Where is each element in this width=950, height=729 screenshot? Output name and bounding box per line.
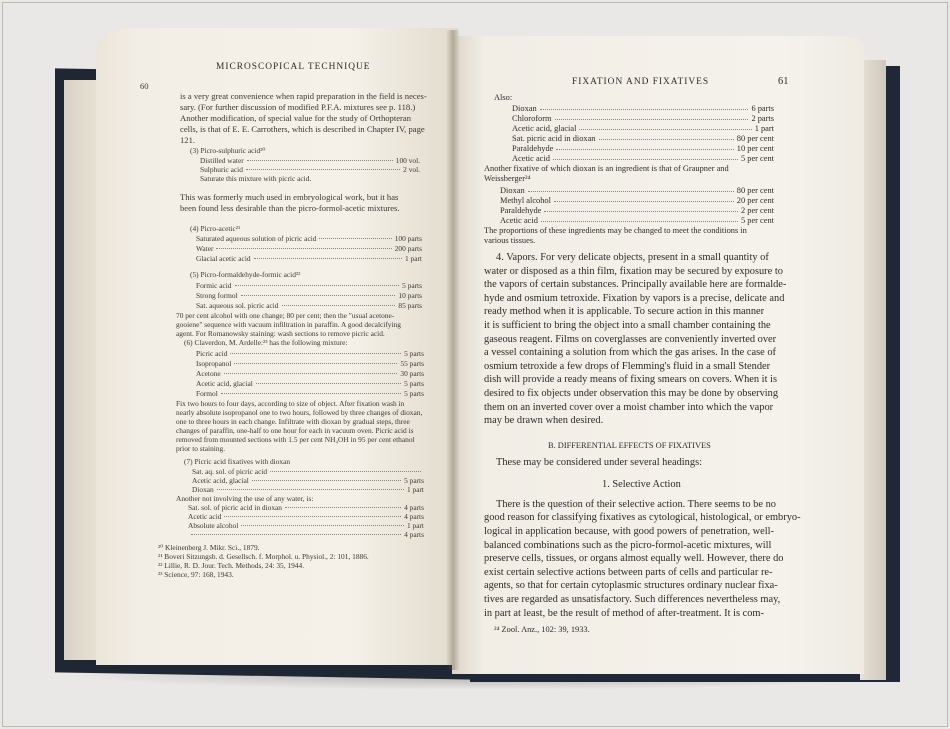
formula-row: [188, 504, 424, 511]
ingredient-amount: 100 parts: [394, 234, 422, 243]
body-line: gaseous reagent. Films on coverglasses are conveniently inverted over: [484, 333, 777, 345]
dot-leader: [528, 191, 734, 192]
ingredient-amount: 2 parts: [751, 114, 774, 123]
dot-leader: [556, 149, 733, 150]
footnote: ²⁰ Kleinenberg J. Mikr. Sci., 1879.: [158, 543, 260, 552]
dot-leader: [221, 393, 401, 394]
dot-leader: [235, 285, 400, 286]
ingredient-amount: 80 per cent: [736, 186, 774, 195]
dot-leader: [230, 353, 401, 354]
ingredient-amount: 200 parts: [394, 244, 422, 253]
body-line: it is sufficient to bring the object into a small chamber containing the: [484, 320, 771, 331]
body-line: 4. Vapors. For very delicate objects, present in a small quantity of: [496, 252, 769, 263]
dot-leader: [216, 248, 391, 249]
dot-leader: [241, 295, 396, 296]
section-heading: (6) Claverdon, M. Ardelle:²³ has the following mixture:: [184, 338, 348, 347]
formula-row: [188, 531, 424, 538]
formula-row: [188, 522, 424, 529]
body-line: in part at least, be the result of method of after-treatment. It is com-: [484, 607, 764, 619]
body-line: the vapors of certain substances. Principally available here are formalde-: [484, 279, 787, 291]
dot-leader: [234, 363, 397, 364]
ingredient-label: Acetic acid, glacial: [196, 379, 253, 388]
ingredient-amount: 2 vol.: [403, 165, 420, 174]
dot-leader: [246, 169, 400, 170]
formula-row: [196, 390, 424, 397]
formula-row: [500, 187, 774, 195]
footnote: ²³ Science, 97: 168, 1943.: [158, 570, 234, 579]
ingredient-label: Water: [196, 244, 214, 253]
dot-leader: [579, 129, 751, 130]
body-line: various tissues.: [484, 236, 536, 245]
ingredient-label: Acetic acid: [512, 154, 550, 163]
ingredient-amount: 5 parts: [404, 476, 424, 485]
ingredient-amount: 4 parts: [404, 512, 424, 521]
body-line: hyde and osmium tetroxide. Fixation by vapors is a precise, delicate and: [484, 292, 785, 304]
dot-leader: [599, 139, 734, 140]
ingredient-amount: 4 parts: [404, 530, 424, 539]
ingredient-label: Sat. aq. sol. of picric acid: [192, 467, 268, 476]
footnote: ²¹ Boveri Sitzungsb. d. Gesellsch. f. Morphol. u. Physiol., 2: 101, 1886.: [158, 552, 369, 561]
body-line: them on an inverted cover over a moist chamber into which the vapor: [484, 401, 774, 413]
ingredient-label: Paraldehyde: [500, 206, 542, 215]
section-heading: 1. Selective Action: [602, 478, 681, 490]
body-line: These may be considered under several headings:: [496, 456, 703, 468]
body-line: Another modification, of special value for the study of Orthopteran: [180, 113, 412, 123]
ingredient-amount: 20 per cent: [736, 196, 774, 205]
ingredient-amount: 6 parts: [751, 104, 774, 113]
body-line: a vessel containing a solution from which the gas arises. In the case of: [484, 347, 777, 359]
dot-leader: [270, 471, 421, 472]
ingredient-label: Chloroform: [512, 114, 552, 123]
body-line: Weissberger²⁴: [484, 174, 531, 183]
ingredient-amount: 1 part: [754, 124, 774, 133]
body-line: removed from mounted sections with 1.5 per cent NH₄OH in 95 per cent ethanol: [176, 435, 415, 444]
body-line: gooiene" sequence with vacuum infiltration in paraffin. A good decalcifying: [176, 320, 401, 329]
ingredient-label: Formol: [196, 389, 218, 398]
page-number: 60: [140, 81, 149, 91]
ingredient-amount: 2 per cent: [740, 206, 774, 215]
left-page: [96, 28, 458, 665]
ingredient-amount: 1 part: [406, 521, 424, 530]
body-line: agent. For Romanowsky staining: wash sections to remove picric acid.: [176, 329, 385, 338]
ingredient-label: Picric acid: [196, 349, 228, 358]
formula-row: [196, 380, 424, 387]
ingredient-amount: 5 parts: [402, 281, 422, 290]
ingredient-amount: 1 part: [406, 485, 424, 494]
dot-leader: [191, 534, 401, 535]
formula-row: [512, 115, 774, 123]
section-heading: B. DIFFERENTIAL EFFECTS OF FIXATIVES: [548, 440, 711, 450]
dot-leader: [319, 238, 391, 239]
formula-row: [196, 360, 424, 367]
body-line: agents, so that for certain cytoplasmic structures ordinary nuclear fixa-: [484, 580, 778, 592]
body-line: is a very great convenience when rapid preparation in the field is neces-: [180, 91, 427, 101]
ingredient-label: Isopropanol: [196, 359, 232, 368]
formula-row: [196, 302, 422, 309]
formula-row: [196, 282, 422, 289]
dot-leader: [256, 383, 401, 384]
body-line: exist certain selective actions between parts of cells and particular re-: [484, 566, 773, 578]
body-line: good reason for classifying fixatives as cytological, histological, or embryo-: [484, 512, 801, 524]
body-line: desired to fix objects under observation this may be done by observing: [484, 388, 779, 399]
formula-row: [512, 145, 774, 153]
body-line: dish will provide a ready means of fixing smears on covers. When it is: [484, 374, 777, 386]
ingredient-label: Sulphuric acid: [200, 165, 243, 174]
formula-row: [512, 155, 774, 163]
book-gutter: [446, 30, 460, 670]
body-line: been found less desirable than the picro-formol-acetic mixtures.: [180, 203, 400, 213]
page-number: 61: [778, 76, 789, 87]
note-line: Another not involving the use of any water, is:: [176, 494, 314, 503]
formula-row: [196, 245, 422, 252]
formula-row: [192, 486, 424, 493]
ingredient-label: Methyl alcohol: [500, 196, 551, 205]
ingredient-label: Dioxan: [192, 485, 214, 494]
ingredient-amount: 10 per cent: [736, 144, 774, 153]
formula-row: [500, 217, 774, 225]
footnote: ²⁴ Zool. Anz., 102: 39, 1933.: [494, 625, 590, 635]
dot-leader: [541, 221, 738, 222]
dot-leader: [217, 489, 404, 490]
body-line: osmium tetroxide a few drops of Flemming's fluid in a small Stender: [484, 360, 771, 372]
formula-row: [196, 235, 422, 242]
ingredient-label: Paraldehyde: [512, 144, 554, 153]
ingredient-amount: 30 parts: [400, 369, 424, 378]
ingredient-amount: 5 per cent: [740, 154, 774, 163]
ingredient-label: Sat. aqueous sol. picric acid: [196, 301, 279, 310]
formula-row: [512, 125, 774, 133]
section-heading: (7) Picric acid fixatives with dioxan: [184, 457, 291, 466]
dot-leader: [285, 507, 401, 508]
dot-leader: [553, 159, 738, 160]
ingredient-label: Glacial acetic acid: [196, 254, 251, 263]
ingredient-amount: 4 parts: [404, 503, 424, 512]
ingredient-label: Dioxan: [512, 104, 537, 113]
ingredient-amount: 5 per cent: [740, 216, 774, 225]
dot-leader: [252, 480, 401, 481]
formula-row: [200, 166, 420, 173]
right-page: [452, 36, 864, 674]
ingredient-amount: 80 per cent: [736, 134, 774, 143]
formula-row: [188, 513, 424, 520]
dot-leader: [540, 109, 749, 110]
body-line: water or disposed as a thin film, fixation may be secured by exposure to: [484, 265, 783, 277]
ingredient-amount: 10 parts: [398, 291, 422, 300]
ingredient-label: Acetic acid: [188, 512, 222, 521]
ingredient-amount: 5 parts: [404, 389, 424, 398]
dot-leader: [254, 258, 402, 259]
formula-row: [512, 135, 774, 143]
body-line: tives are regarded as unsatisfactory. Such differences nevertheless may,: [484, 594, 781, 605]
formula-row: [196, 370, 424, 377]
running-head: MICROSCOPICAL TECHNIQUE: [216, 62, 371, 72]
body-line: There is the question of their selective action. There seems to be no: [496, 498, 776, 510]
formula-row: [196, 350, 424, 357]
section-heading: (5) Picro-formaldehyde-formic acid²²: [190, 270, 301, 279]
body-line: prior to staining.: [176, 444, 226, 453]
ingredient-amount: 85 parts: [398, 301, 422, 310]
ingredient-label: Sat. picric acid in dioxan: [512, 134, 596, 143]
body-line: The proportions of these ingredients may be changed to meet the conditions in: [484, 226, 747, 235]
dot-leader: [554, 201, 734, 202]
dot-leader: [224, 373, 398, 374]
also-label: Also:: [494, 93, 513, 102]
note-line: Saturate this mixture with picric acid.: [200, 174, 312, 183]
body-line: may be drawn when desired.: [484, 415, 604, 427]
ingredient-label: Strong formol: [196, 291, 238, 300]
ingredient-label: Absolute alcohol: [188, 521, 239, 530]
ingredient-label: Acetone: [196, 369, 221, 378]
body-line: Another fixative of which dioxan is an ingredient is that of Graupner and: [484, 164, 729, 173]
ingredient-label: Sat. sol. of picric acid in dioxan: [188, 503, 283, 512]
ingredient-label: Formic acid: [196, 281, 232, 290]
formula-row: [500, 207, 774, 215]
formula-row: [512, 105, 774, 113]
body-line: 121.: [180, 135, 196, 145]
body-line: cells, is that of E. E. Carrothers, which is described in Chapter IV, page: [180, 124, 425, 134]
ingredient-label: Dioxan: [500, 186, 525, 195]
formula-row: [200, 157, 420, 164]
ingredient-amount: 55 parts: [400, 359, 424, 368]
dot-leader: [247, 160, 393, 161]
body-line: balanced combinations such as the picro-formol-acetic mixtures, will: [484, 539, 772, 551]
body-line: 70 per cent alcohol with one change; 80 per cent; then the "usual acetone-: [176, 311, 395, 320]
ingredient-amount: 100 vol.: [395, 156, 420, 165]
ingredient-label: Acetic acid: [500, 216, 538, 225]
body-line: This was formerly much used in embryological work, but it has: [180, 192, 399, 202]
body-line: preserve cells, tissues, or organs almost equally well. However, there do: [484, 553, 784, 565]
body-line: ready method when it is applicable. To secure action in this manner: [484, 306, 765, 318]
ingredient-label: Acetic acid, glacial: [512, 124, 577, 133]
ingredient-amount: 5 parts: [404, 349, 424, 358]
ingredient-label: Acetic acid, glacial: [192, 476, 249, 485]
body-line: logical in application because, with good powers of penetration, well-: [484, 526, 774, 537]
dot-leader: [282, 305, 396, 306]
ingredient-amount: 5 parts: [404, 379, 424, 388]
body-line: one to three hours in each change. Infiltrate with dioxan by gradual steps, three: [176, 417, 410, 426]
dot-leader: [241, 525, 404, 526]
ingredient-label: Distilled water: [200, 156, 244, 165]
formula-row: [192, 477, 424, 484]
section-heading: (3) Picro-sulphuric acid²⁰: [190, 146, 266, 155]
formula-row: [196, 292, 422, 299]
body-line: nearly absolute isopropanol one to two hours, followed by three changes of dioxan,: [176, 408, 423, 417]
body-line: changes of paraffin, one-half to one hour for each in vacuum oven. Picric acid is: [176, 426, 414, 435]
dot-leader: [224, 516, 401, 517]
ingredient-label: Saturated aqueous solution of picric acid: [196, 234, 317, 243]
body-line: Fix two hours to four days, according to size of object. After fixation wash in: [176, 399, 405, 408]
formula-row: [192, 468, 424, 475]
footnote: ²² Lillie, R. D. Jour. Tech. Methods, 24: 35, 1944.: [158, 561, 305, 570]
formula-row: [500, 197, 774, 205]
body-line: sary. (For further discussion of modified P.F.A. mixtures see p. 118.): [180, 102, 416, 112]
running-head: FIXATION AND FIXATIVES: [572, 77, 710, 87]
ingredient-amount: 1 part: [404, 254, 422, 263]
dot-leader: [555, 119, 749, 120]
formula-row: [196, 255, 422, 262]
section-heading: (4) Picro-acetic²¹: [190, 224, 241, 233]
dot-leader: [544, 211, 738, 212]
